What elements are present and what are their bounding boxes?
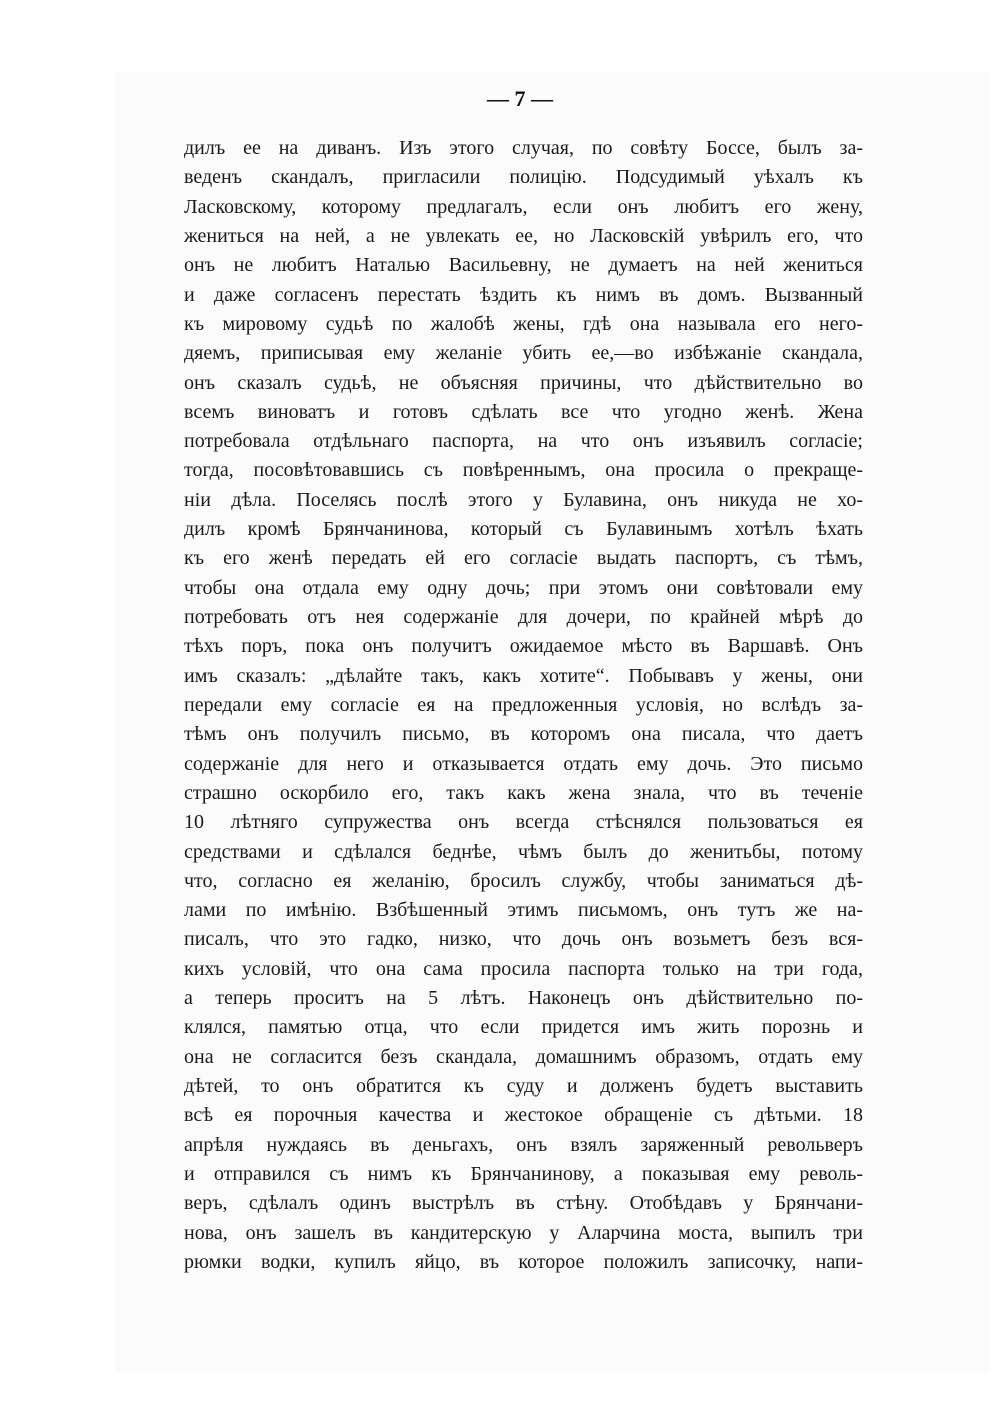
text-line: ніи дѣла. Поселясь послѣ этого у Булавина, онъ никуда не хо- (184, 488, 863, 511)
text-line: жениться на ней, а не увлекать ее, но Ласковскій увѣрилъ его, что (184, 224, 863, 247)
text-line: чтобы она отдала ему одну дочь; при этомъ они совѣтовали ему (184, 576, 863, 599)
text-line: лами по имѣнію. Взбѣшенный этимъ письмомъ, онъ тутъ же на- (184, 899, 863, 922)
text-line: а теперь проситъ на 5 лѣтъ. Наконецъ онъ дѣйствительно по- (184, 987, 863, 1010)
text-line: веденъ скандалъ, пригласили полицію. Подсудимый уѣхалъ къ (184, 166, 863, 189)
text-line: тогда, посовѣтовавшись съ повѣреннымъ, она просила о прекраще- (184, 459, 863, 482)
text-line: дилъ кромѣ Брянчанинова, который съ Булавинымъ хотѣлъ ѣхать (184, 518, 863, 541)
text-line: онъ сказалъ судьѣ, не объясняя причины, что дѣйствительно во (184, 371, 863, 394)
text-line: дилъ ее на диванъ. Изъ этого случая, по совѣту Боссе, былъ за- (184, 137, 863, 159)
text-line: рюмки водки, купилъ яйцо, въ которое положилъ записочку, напи- (184, 1250, 863, 1273)
text-line: страшно оскорбило его, такъ какъ жена знала, что въ теченіе (184, 781, 863, 804)
text-line: дяемъ, приписывая ему желаніе убить ее,—во избѣжаніе скандала, (184, 342, 863, 365)
text-line: писалъ, что это гадко, низко, что дочь онъ возьметъ безъ вся- (184, 928, 863, 951)
text-line: и отправился съ нимъ къ Брянчанинову, а показывая ему револь- (184, 1162, 863, 1185)
text-line: нова, онъ зашелъ въ кандитерскую у Аларчина моста, выпилъ три (184, 1221, 863, 1244)
text-line: тѣмъ онъ получилъ письмо, въ которомъ она писала, что даетъ (184, 723, 863, 746)
text-line: всѣ ея порочныя качества и жестокое обращеніе съ дѣтьми. 18 (184, 1104, 863, 1127)
text-line: кихъ условій, что она сама просила паспорта только на три года, (184, 957, 863, 980)
text-line: что, согласно ея желанію, бросилъ службу, чтобы заниматься дѣ- (184, 869, 863, 892)
text-line: Ласковскому, которому предлагалъ, если онъ любитъ его жену, (184, 195, 863, 218)
text-line: имъ сказалъ: „дѣлайте такъ, какъ хотите“. Побывавъ у жены, они (184, 664, 863, 687)
text-line: онъ не любитъ Наталью Васильевну, не думаетъ на ней жениться (184, 254, 863, 277)
text-line: она не согласится безъ скандала, домашнимъ образомъ, отдать ему (184, 1045, 863, 1068)
text-line: и даже согласенъ перестать ѣздить къ нимъ въ домъ. Вызванный (184, 283, 863, 306)
page-number: — 7 — (487, 86, 553, 111)
text-line: къ мировому судьѣ по жалобѣ жены, гдѣ она называла его него- (184, 312, 863, 335)
text-line: веръ, сдѣлалъ одинъ выстрѣлъ въ стѣну. Отобѣдавъ у Брянчани- (184, 1192, 863, 1215)
text-line: тѣхъ поръ, пока онъ получитъ ожидаемое мѣсто въ Варшавѣ. Онъ (184, 635, 863, 658)
text-line: потребовать отъ нея содержаніе для дочери, по крайней мѣрѣ до (184, 606, 863, 628)
text-line: къ его женѣ передать ей его согласіе выдать паспортъ, съ тѣмъ, (184, 547, 863, 570)
text-line: всемъ виноватъ и готовъ сдѣлать все что угодно женѣ. Жена (184, 400, 863, 423)
text-line: содержаніе для него и отказывается отдать ему дочь. Это письмо (184, 752, 863, 775)
text-line: дѣтей, то онъ обратится къ суду и долженъ будетъ выставить (184, 1075, 863, 1097)
text-line: 10 лѣтняго супружества онъ всегда стѣснялся пользоваться ея (184, 811, 863, 834)
text-line: клялся, памятью отца, что если придется имъ жить порознь и (184, 1016, 863, 1039)
text-line: передали ему согласіе ея на предложенныя условія, но вслѣдъ за- (184, 693, 863, 716)
text-line: апрѣля нуждаясь въ деньгахъ, онъ взялъ заряженный револьверъ (184, 1133, 863, 1156)
text-line: средствами и сдѣлался беднѣе, чѣмъ былъ до женитьбы, потому (184, 840, 863, 863)
body-text (184, 134, 863, 1277)
text-line: потребовала отдѣльнаго паспорта, на что онъ изъявилъ согласіе; (184, 430, 863, 453)
